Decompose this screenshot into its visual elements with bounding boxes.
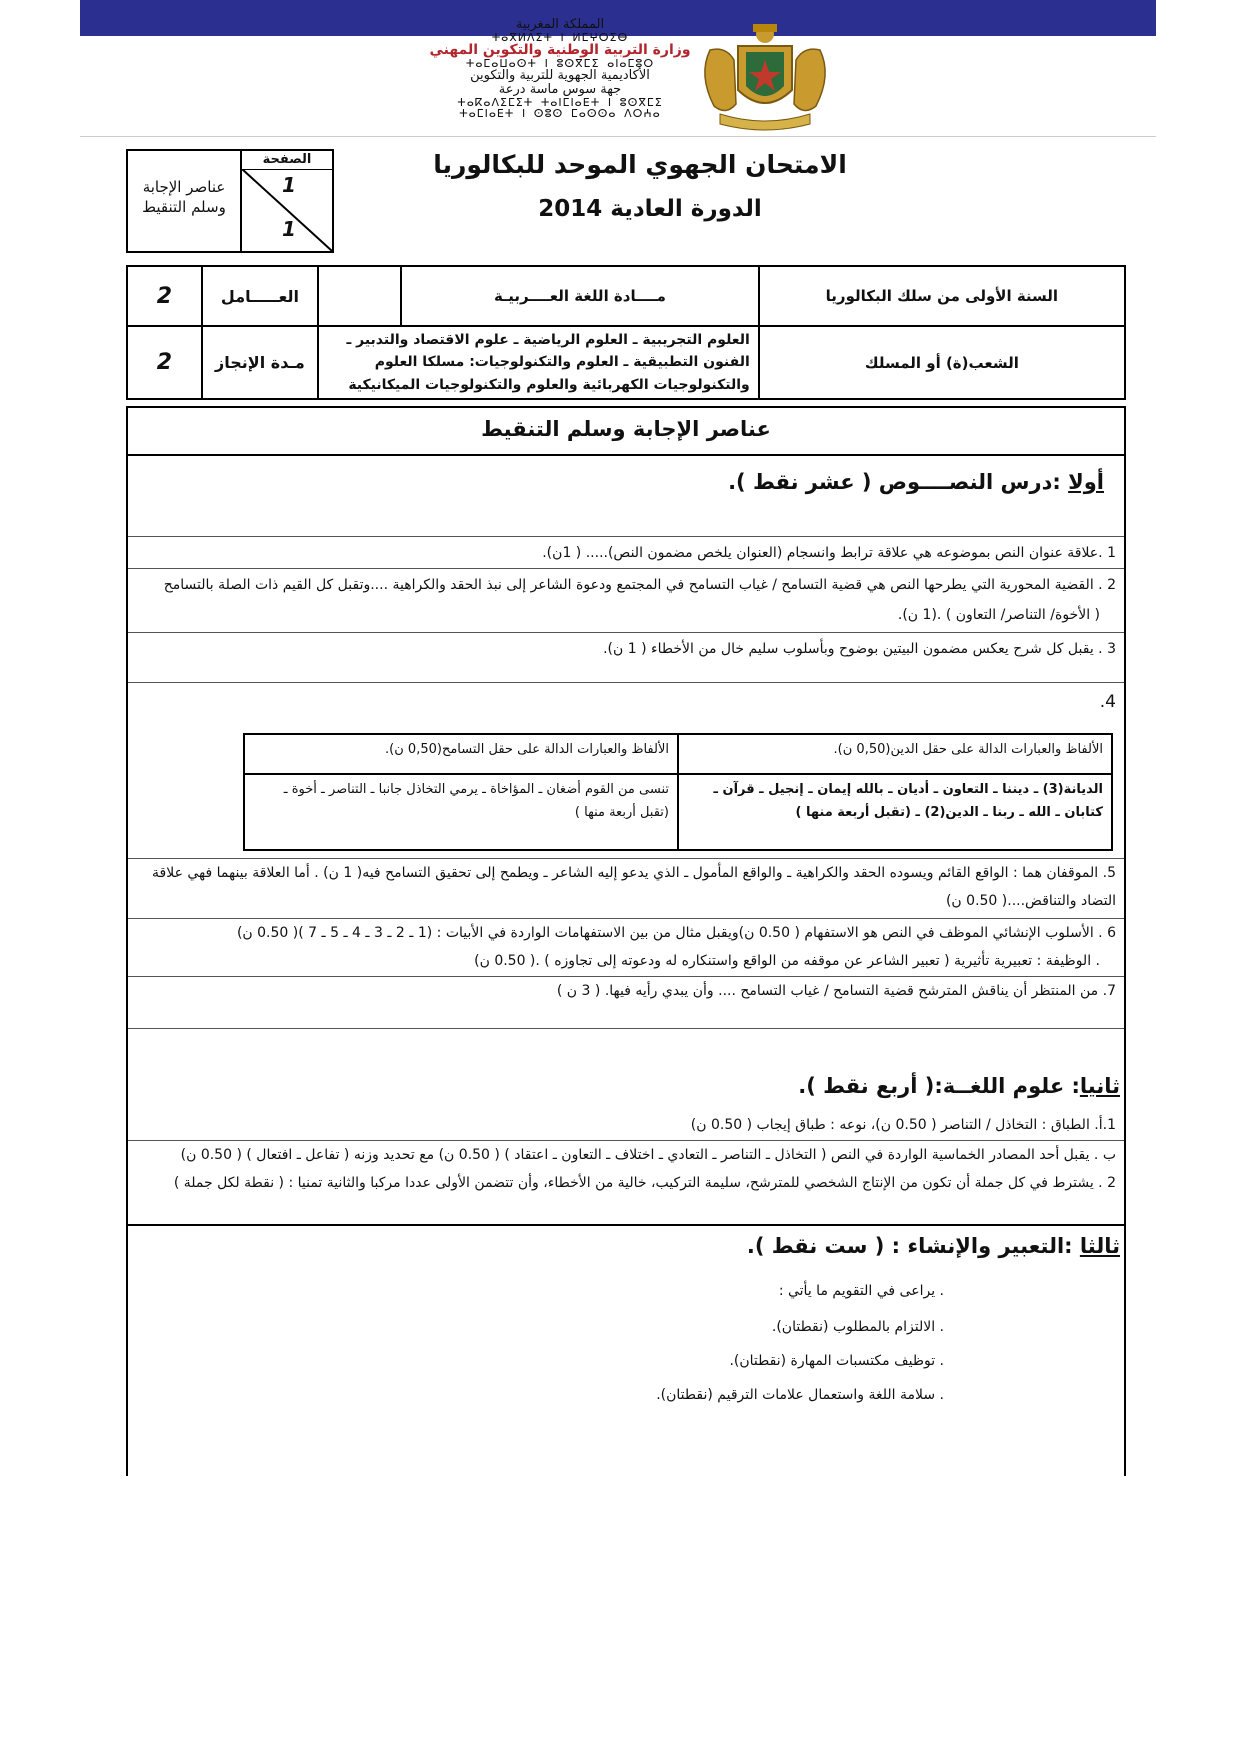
academy-ar: الأكاديمية الجهوية للتربية والتكوين bbox=[470, 68, 650, 84]
tolerance-field-header: الألفاظ والعبارات الدالة على حقل التسامح(0,50 ن). bbox=[244, 734, 678, 774]
q7-answer: 7. من المنتظر أن يناقش المترشح قضية التسامح / غياب التسامح .... وأن يبدي رأيه فيها. ( 3 ن ) bbox=[556, 983, 1116, 999]
s3-item1: . الالتزام بالمطلوب (نقطتان). bbox=[771, 1319, 944, 1335]
section1-title: :درس النصــــوص ( عشر نقط ). bbox=[728, 470, 1069, 494]
q1-answer: 1 .علاقة عنوان النص بموضوعه هي علاقة ترابط وانسجام (العنوان يلخص مضمون النص)..... ( 1ن). bbox=[542, 545, 1116, 561]
s3-item2: . توظيف مكتسبات المهارة (نقطتان). bbox=[729, 1353, 944, 1369]
page-label: الصفحة bbox=[242, 151, 332, 170]
coef-value: 2 bbox=[127, 266, 202, 326]
section2-title: : علوم اللغــة:( أربع نقط ). bbox=[798, 1074, 1080, 1098]
divider bbox=[128, 568, 1124, 569]
ministry-tif: ⵜⴰⵎⴰⵡⴰⵙⵜ ⵏ ⵓⵙⴳⵎⵉ ⴰⵏⴰⵎⵓⵔ bbox=[465, 56, 655, 70]
academy-tif: ⵜⴰⴽⴰⴷⵉⵎⵉⵜ ⵜⴰⵏⵎⵏⴰⴹⵜ ⵏ ⵓⵙⴳⵎⵉ bbox=[457, 95, 663, 109]
page-current: 1 bbox=[282, 173, 296, 197]
exam-title: الامتحان الجهوي الموحد للبكالوريا bbox=[433, 150, 847, 179]
divider bbox=[128, 976, 1124, 977]
streams-label: الشعب(ة) أو المسلك bbox=[759, 326, 1125, 399]
divider bbox=[128, 1140, 1124, 1141]
duration-value: 2 bbox=[127, 326, 202, 399]
section1-label: أولا bbox=[1068, 470, 1104, 494]
section3-title: :التعبير والإنشاء : ( ست نقط ). bbox=[746, 1234, 1080, 1258]
religion-field-header: الألفاظ والعبارات الدالة على حقل الدين(0,50 ن). bbox=[678, 734, 1112, 774]
divider bbox=[128, 1028, 1124, 1029]
coef-label: العـــــامل bbox=[202, 266, 318, 326]
coat-of-arms-icon bbox=[690, 20, 840, 132]
exam-session: الدورة العادية 2014 bbox=[538, 196, 762, 222]
q2-answer-line2: ( الأخوة/ التناصر/ التعاون ) .(1 ن). bbox=[897, 607, 1100, 623]
q6-answer-line2: . الوظيفة : تعبيرية تأثيرية ( تعبير الشاعر عن موقفه من الواقع واستنكاره له ودعوته إلى تجاوزه ) .( 0.50 ن) bbox=[474, 953, 1100, 969]
q5-answer-line2: التضاد والتناقض....( 0.50 ن) bbox=[945, 893, 1116, 909]
tolerance-field-words: تنسى من القوم أضغان ـ المؤاخاة ـ يرمي التخاذل جانبا ـ التناصر ـ أخوة ـ (تقبل أربعة منها ) bbox=[244, 774, 678, 850]
q6-answer-line1: 6 . الأسلوب الإنشائي الموظف في النص هو الاستفهام ( 0.50 ن)ويقبل مثال من بين الاستفهامات الواردة في الأبيات : (1 ـ 2 ـ 3 ـ 4 ـ 5 ـ 7 )( 0.50 ن) bbox=[236, 925, 1116, 941]
q4-label: 4. bbox=[1099, 692, 1116, 712]
semantic-fields-table bbox=[243, 733, 1113, 851]
ministry-ar: وزارة التربية الوطنية والتكوين المهني bbox=[429, 42, 691, 59]
page-number-box bbox=[126, 149, 334, 253]
streams-cell: العلوم التجريبية ـ العلوم الرياضية ـ علوم الاقتصاد والتدبير ـ الفنون التطبيقية ـ العلوم والتكنولوجيات: مسلكا العلوم والتكنولوجيات الكهربائية والعلوم والتكنولوجيات الميكانيكية bbox=[318, 326, 759, 399]
divider bbox=[128, 632, 1124, 633]
level-cell: السنة الأولى من سلك البكالوريا bbox=[759, 266, 1125, 326]
s3-intro: . يراعى في التقويم ما يأتي : bbox=[778, 1283, 944, 1299]
exam-info-table bbox=[126, 265, 1126, 400]
duration-label: مـدة الإنجاز bbox=[202, 326, 318, 399]
page-total: 1 bbox=[282, 217, 296, 241]
s2-q1a-answer: 1.أ. الطباق : التخاذل / التناصر ( 0.50 ن)، نوعه : طباق إيجاب ( 0.50 ن) bbox=[690, 1117, 1116, 1133]
page-number-cell bbox=[240, 151, 332, 251]
answer-key-label-line1: عناصر الإجابة bbox=[142, 178, 226, 196]
kingdom-ar: المملكة المغربية bbox=[515, 17, 605, 32]
region-ar: جهة سوس ماسة درعة bbox=[498, 82, 622, 98]
s2-q1b-answer: ب . يقبل أحد المصادر الخماسية الواردة في النص ( التخاذل ـ التناصر ـ التعادي ـ اختلاف ـ التعاون ـ اعتقاد ) ( 0.50 ن) مع تحديد وزنه ( تفاعل ـ افتعال ) ( 0.50 ن) bbox=[180, 1147, 1116, 1163]
section2-label: ثانيا bbox=[1079, 1074, 1120, 1098]
answer-key-label-line2: وسلم التنقيط bbox=[142, 198, 226, 217]
header-divider bbox=[80, 136, 1156, 137]
s3-item3: . سلامة اللغة واستعمال علامات الترقيم (نقطتان). bbox=[656, 1387, 944, 1403]
subject-cell: مــــادة اللغة العــــربيـة bbox=[401, 266, 759, 326]
section3-label: ثالثا bbox=[1079, 1234, 1120, 1258]
kingdom-tif: ⵜⴰⴳⵍⴷⵉⵜ ⵏ ⵍⵎⵖⵔⵉⴱ bbox=[491, 30, 629, 44]
section3-heading bbox=[747, 1234, 1120, 1258]
empty-cell bbox=[318, 266, 401, 326]
s2-q2-answer: 2 . يشترط في كل جملة أن تكون من الإنتاج الشخصي للمترشح، سليمة التركيب، خالية من الأخطاء، وأن تتضمن الأولى عددا مركبا والثانية تمنيا : ( نقطة لكل جملة ) bbox=[173, 1175, 1116, 1191]
q2-answer-line1: 2 . القضية المحورية التي يطرحها النص هي قضية التسامح / غياب التسامح في المجتمع ودعوة الشاعر إلى نبذ الحقد والكراهية ....وتقبل كل القيم ذات الصلة بالتسامح bbox=[163, 577, 1116, 593]
divider bbox=[128, 858, 1124, 859]
q5-answer-line1: 5. الموقفان هما : الواقع القائم ويسوده الحقد والكراهية ـ والواقع المأمول ـ الذي يدعو إليه الشاعر ـ ويطمح إلى تحقيق التسامح فيه( 1 ن) . أما العلاقة بينهما فهي علاقة bbox=[152, 865, 1116, 881]
religion-field-words: الديانة(3) ـ ديننا ـ التعاون ـ أديان ـ بالله إيمان ـ إنجيل ـ قرآن ـ كتابان ـ الله ـ ربنا ـ الدين(2) ـ (تقبل أربعة منها ) bbox=[678, 774, 1112, 850]
q3-answer: 3 . يقبل كل شرح يعكس مضمون البيتين بوضوح وبأسلوب سليم خال من الأخطاء ( 1 ن). bbox=[603, 641, 1116, 657]
divider bbox=[128, 682, 1124, 683]
divider bbox=[128, 918, 1124, 919]
answer-key-label bbox=[134, 177, 234, 218]
section1-heading bbox=[728, 470, 1104, 494]
page-header bbox=[80, 14, 1156, 136]
answers-panel bbox=[126, 406, 1126, 1476]
region-tif: ⵜⴰⵎⵏⴰⴹⵜ ⵏ ⵙⵓⵙ ⵎⴰⵙⵙⴰ ⴷⵔⵄⴰ bbox=[459, 107, 661, 121]
section2-heading bbox=[798, 1074, 1120, 1098]
divider bbox=[128, 536, 1124, 537]
divider bbox=[128, 1224, 1124, 1226]
answers-title: عناصر الإجابة وسلم التنقيط bbox=[128, 408, 1124, 456]
